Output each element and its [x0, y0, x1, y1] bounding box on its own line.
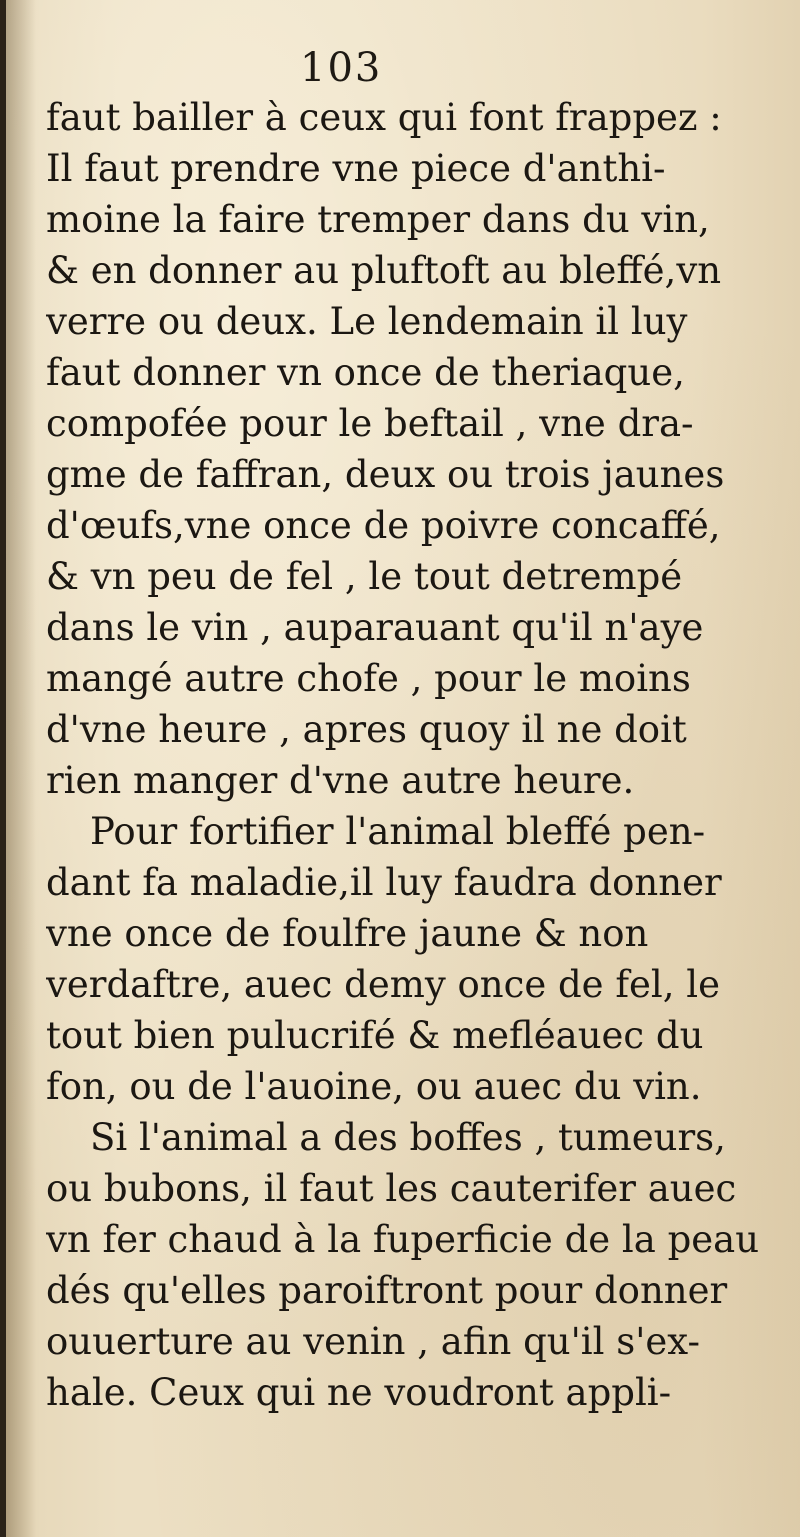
text-line: dans le vin , auparauant qu'il n'aye — [46, 606, 704, 649]
text-line: vne once de foulfre jaune & non — [46, 912, 649, 955]
text-line: & en donner au pluftoft au bleffé,vn — [46, 249, 722, 292]
gutter-shadow — [6, 0, 36, 1537]
text-line: vn fer chaud à la fuperficie de la peau — [46, 1218, 760, 1261]
text-line: dant fa maladie,il luy faudra donner — [46, 861, 722, 904]
text-line: dés qu'elles paroiftront pour donner — [46, 1269, 728, 1312]
paragraph-start-line: Pour fortifier l'animal bleffé pen- — [90, 810, 706, 853]
text-line: ouuerture au venin , afin qu'il s'ex- — [46, 1320, 701, 1363]
text-line: Il faut prendre vne piece d'anthi- — [46, 147, 666, 190]
text-line: mangé autre chofe , pour le moins — [46, 657, 691, 700]
text-line: ou bubons, il faut les cauterifer auec — [46, 1167, 737, 1210]
text-line: verre ou deux. Le lendemain il luy — [46, 300, 688, 343]
text-line: rien manger d'vne autre heure. — [46, 759, 635, 802]
text-line: moine la faire tremper dans du vin, — [46, 198, 710, 241]
text-line: hale. Ceux qui ne voudront appli- — [46, 1371, 672, 1414]
page-number: 103 — [300, 45, 383, 91]
text-line: & vn peu de fel , le tout detrempé — [46, 555, 683, 598]
text-line: faut donner vn once de theriaque, — [46, 351, 685, 394]
text-line: compofée pour le beftail , vne dra- — [46, 402, 694, 445]
text-line: d'œufs,vne once de poivre concaffé, — [46, 504, 721, 547]
text-line: gme de faffran, deux ou trois jaunes — [46, 453, 725, 496]
text-line: faut bailler à ceux qui font frappez : — [46, 96, 722, 139]
text-line: verdaftre, auec demy once de fel, le — [46, 963, 721, 1006]
text-line: fon, ou de l'auoine, ou auec du vin. — [46, 1065, 702, 1108]
paragraph-start-line: Si l'animal a des boffes , tumeurs, — [90, 1116, 726, 1159]
text-line: tout bien pulucrifé & mefléauec du — [46, 1014, 704, 1057]
body-text — [46, 92, 776, 1418]
text-line: d'vne heure , apres quoy il ne doit — [46, 708, 687, 751]
